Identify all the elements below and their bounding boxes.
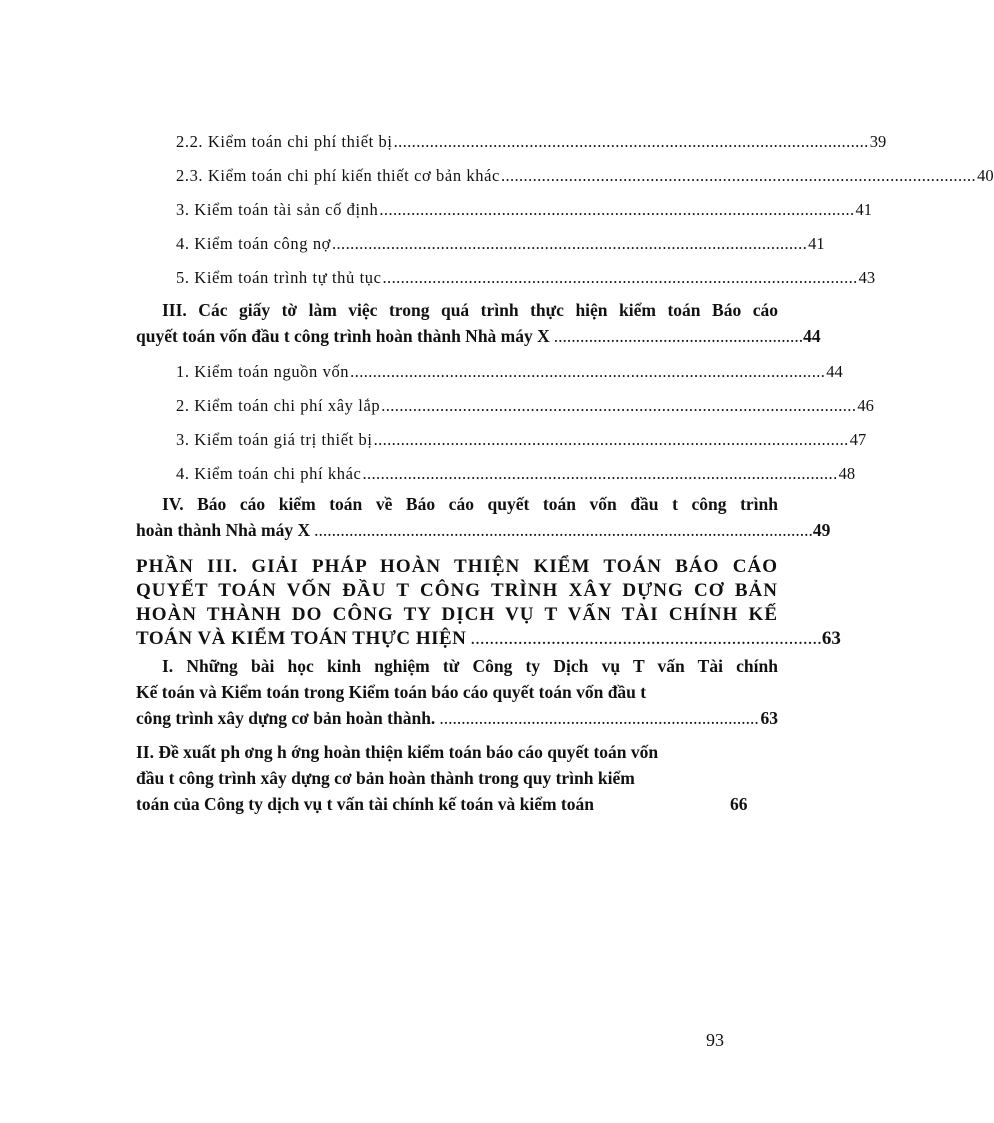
dot-leader: ......................................................................................................... <box>382 268 858 287</box>
dot-leader: ......................................................................................................... <box>381 396 857 415</box>
section-heading-line: công trình xây dựng cơ bản hoàn thành. ......................................................................... 63 <box>136 708 778 728</box>
section-heading-line: quyết toán vốn đầu t công trình hoàn thành Nhà máy X ......................................................... 44 <box>136 326 821 346</box>
toc-item: 2.2. Kiểm toán chi phí thiết bị ......................................................................................................... 39 <box>176 132 887 151</box>
section-heading-line: đầu t công trình xây dựng cơ bản hoàn thành trong quy trình kiểm <box>136 768 635 788</box>
dot-leader: ......................................................................................................... <box>379 200 855 219</box>
dot-leader: .......................................................................... <box>470 628 822 649</box>
dot-leader: ......................................................................................................... <box>500 166 977 185</box>
toc-item: 1. Kiểm toán nguồn vốn ......................................................................................................... 44 <box>176 362 843 381</box>
toc-item: 2.3. Kiểm toán chi phí kiến thiết cơ bản khác ......................................................................................................... 40 <box>176 166 994 185</box>
section-heading-line: I. Những bài học kinh nghiệm từ Công ty Dịch vụ T vấn Tài chính <box>162 656 778 676</box>
dot-leader: ......................................................................................................... <box>332 234 808 253</box>
toc-item: 4. Kiểm toán chi phí khác ......................................................................................................... 48 <box>176 464 856 483</box>
page-number: 93 <box>706 1030 724 1050</box>
part-heading-line: HOÀN THÀNH DO CÔNG TY DỊCH VỤ T VẤN TÀI CHÍNH KẾ <box>136 604 778 625</box>
part-heading-line: TOÁN VÀ KIỂM TOÁN THỰC HIỆN .......................................................................... 63 <box>136 628 841 649</box>
part-heading-line: PHẦN III. GIẢI PHÁP HOÀN THIỆN KIỂM TOÁN BÁO CÁO <box>136 556 778 577</box>
toc-item: 4. Kiểm toán công nợ ......................................................................................................... 41 <box>176 234 825 253</box>
dot-leader: ......................................................................................................... <box>393 132 869 151</box>
toc-item: 2. Kiểm toán chi phí xây lắp ......................................................................................................... 46 <box>176 396 874 415</box>
dot-leader: ......................................................................................................... <box>373 430 849 449</box>
part-heading-line: QUYẾT TOÁN VỐN ĐẦU T CÔNG TRÌNH XÂY DỰNG CƠ BẢN <box>136 580 778 601</box>
dot-leader: .................................................................................................................. <box>314 520 813 540</box>
dot-leader: ......................................................... <box>553 326 804 346</box>
section-heading-line: III. Các giấy tờ làm việc trong quá trình thực hiện kiểm toán Báo cáo <box>162 300 778 320</box>
toc-item: 3. Kiểm toán giá trị thiết bị ......................................................................................................... 47 <box>176 430 867 449</box>
section-heading-line: IV. Báo cáo kiểm toán về Báo cáo quyết toán vốn đầu t công trình <box>162 494 778 514</box>
toc-item: 5. Kiểm toán trình tự thủ tục ......................................................................................................... 43 <box>176 268 876 287</box>
section-heading-line: II. Đề xuất ph ơng h ớng hoàn thiện kiểm toán báo cáo quyết toán vốn <box>136 742 659 762</box>
section-heading-line: toán của Công ty dịch vụ t vấn tài chính kế toán và kiểm toán 66 <box>136 794 748 814</box>
toc-item: 3. Kiểm toán tài sản cố định ......................................................................................................... 41 <box>176 200 873 219</box>
section-heading-line: Kế toán và Kiểm toán trong Kiểm toán báo cáo quyết toán vốn đầu t <box>136 682 647 702</box>
dot-leader: ......................................................................................................... <box>362 464 838 483</box>
dot-leader: ......................................................................................................... <box>350 362 826 381</box>
dot-leader: ......................................................................... <box>439 708 759 728</box>
section-heading-line: hoàn thành Nhà máy X .................................................................................................................. 49 <box>136 520 831 540</box>
